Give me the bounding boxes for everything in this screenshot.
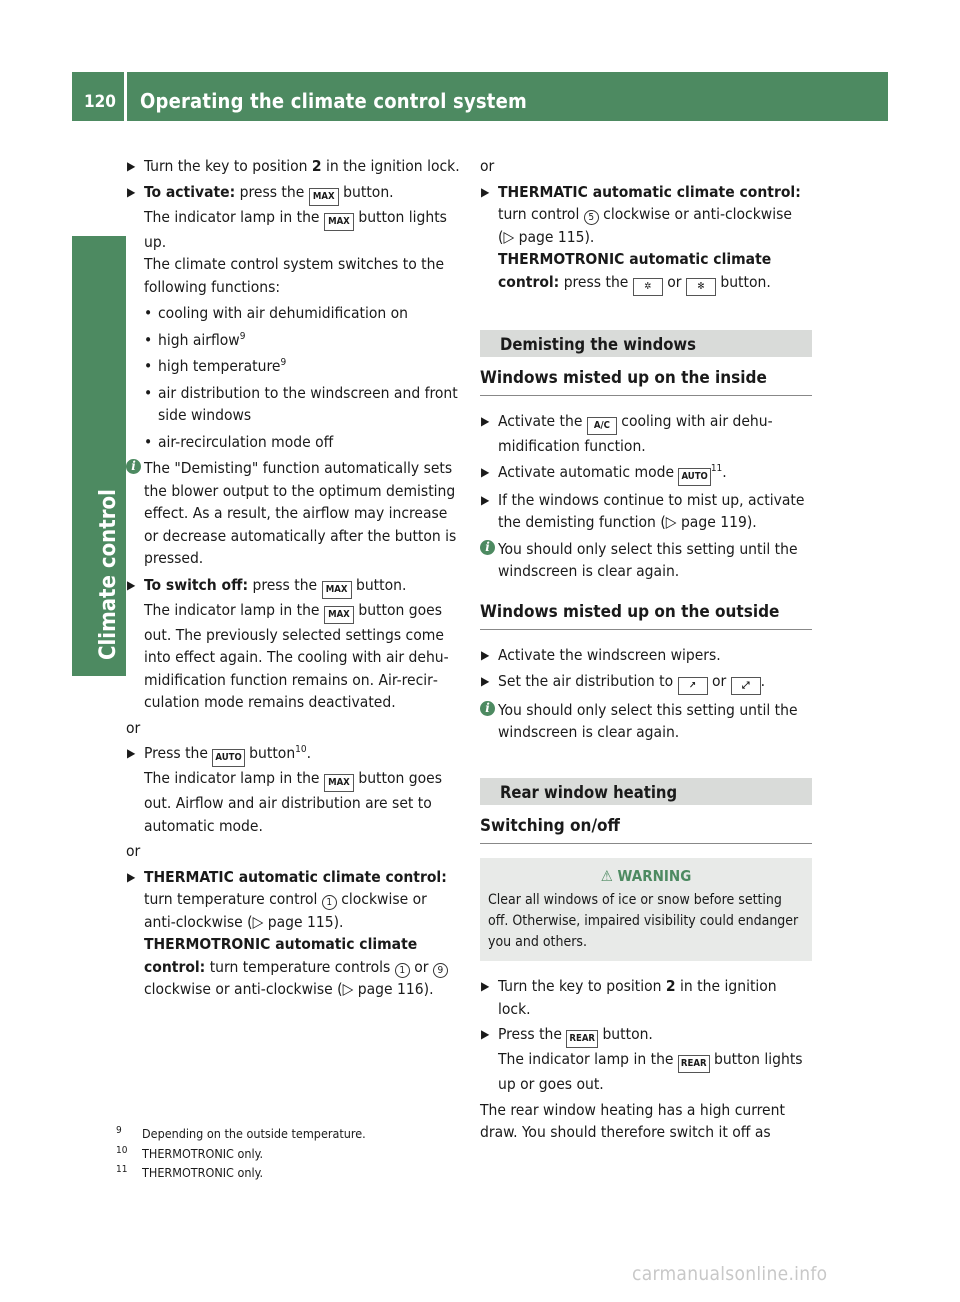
step-press-auto: ▶ Press the AUTO button$^{10}$. The indicator lamp in the MAX button goes out. Airflow and air distribution are set to automatic mode. [127,743,443,835]
step-marker-icon: ▶ [481,184,490,199]
step-marker-icon: ▶ [481,1027,490,1041]
step-thermatic: ▶ THERMATIC automatic climate control: turn temperature control 1 clockwise or anti-clockwise (▷ page 115). THERMOTRONIC automatic climate control: turn temperature controls 1 or 9 clockwise or anti-clockwise (▷ page 116). [127,867,447,998]
page-ref-icon: ▷ [503,227,515,246]
auto-key-icon: AUTO [212,749,244,767]
step-marker-icon: ▶ [127,869,136,884]
control-1-icon: 1 [395,963,410,978]
list-item: • air-recirculation mode off [144,432,334,451]
info-note: i You should only select this setting until the windscreen is clear again. [480,538,812,583]
air-distribution-icon: ⤢ [731,677,761,695]
control-1-icon: 1 [322,895,337,910]
or-text: or [126,718,141,737]
step-thermatic-right: ▶ THERMATIC automatic climate control: turn control 5 clockwise or anti-clockwise (▷ page 115). THERMOTRONIC automatic climate control: press the ✲ or ✻ button. [480,181,812,296]
section-side-tab [72,236,126,676]
step-marker-icon: ▶ [481,979,490,993]
or-text: or [126,842,141,860]
subsection-heading: Windows misted up on the inside [480,367,812,397]
list-item: • cooling with air dehumidification on [144,304,408,322]
warning-title: ⚠ WARNING [600,867,692,885]
warning-text: Clear all windows of ice or snow before setting off. Otherwise, impaired visibility could endanger you and others. [488,892,799,950]
subsection-heading: Windows misted up on the outside [480,601,812,631]
footnote: 9 Depending on the outside temperature. [116,1125,366,1141]
section-heading: Demisting the windows [480,330,812,357]
step-activate: ▶ To activate: press the MAX button. The indicator lamp in the MAX button lights up. The climate control system switches to the following functions: [127,182,447,296]
rear-window-heating-key-icon: REAR [566,1030,598,1048]
watermark: carmanualsonline.info [632,1263,828,1285]
side-tab-label: Climate control [96,489,121,660]
footnote: 10 THERMOTRONIC only. [116,1144,264,1161]
step-marker-icon: ▶ [481,673,490,688]
step-press-rear: ▶ Press the REAR button. The indicator lamp in the REAR button lights up or goes out. [481,1025,803,1093]
list-item: • high temperature$^9$ [144,356,287,375]
section-heading: Rear window heating [480,778,812,805]
max-defrost-key-icon: MAX [324,213,354,231]
control-5-icon: 5 [584,210,599,225]
max-defrost-key-icon: MAX [324,606,354,624]
page-header [72,72,888,121]
footnotes [116,1124,366,1183]
body-paragraph: The rear window heating has a high current draw. You should therefore switch it off as [480,1100,785,1141]
step-marker-icon: ▶ [481,492,490,507]
info-note: i The "Demisting" function automatically sets the blower output to the optimum demisting effect. As a result, the airflow may increase or decrease automatically after the button is pressed. [126,457,462,570]
step-activate-ac: ▶ Activate the A/C cooling with air dehumidification function. [481,412,773,455]
step-marker-icon: ▶ [127,159,136,173]
page-title: Operating the climate control system [140,89,527,113]
step-marker-icon: ▶ [481,648,490,662]
max-defrost-key-icon: MAX [322,581,352,599]
step-marker-icon: ▶ [481,414,490,428]
info-icon: i [480,540,495,555]
step-turn-key-right: ▶ Turn the key to position 2 in the ignition lock. [481,977,777,1018]
max-defrost-key-icon: MAX [324,774,354,792]
step-marker-icon: ▶ [127,184,136,199]
right-column [480,152,812,1147]
info-note: i You should only select this setting until the windscreen is clear again. [480,699,812,744]
rear-window-heating-key-icon: REAR [678,1055,710,1073]
step-air-distribution: ▶ Set the air distribution to ↗ or ⤢ . [480,670,812,695]
max-defrost-key-icon: MAX [309,188,339,206]
list-item: • air distribution to the windscreen and front side windows [144,383,458,424]
or-text: or [480,157,495,175]
fan-down-key-icon: ✻ [686,278,716,296]
step-turn-key: ▶ Turn the key to position 2 in the ignition lock. [126,155,462,178]
footnote: 11 THERMOTRONIC only. [116,1164,264,1180]
step-switch-off: ▶ To switch off: press the MAX button. The indicator lamp in the MAX button goes out. The previously selected settings come into effect again. The cooling with air dehumidification function remains on. Air-recirculation mode remains deactivated. [127,575,449,711]
page-number: 120 [84,92,116,112]
page-ref-icon: ▷ [342,980,354,998]
page-ref-icon: ▷ [252,912,264,931]
fan-up-key-icon: ✲ [633,278,663,296]
step-marker-icon: ▶ [481,464,490,479]
air-distribution-icon: ↗ [678,677,708,695]
info-icon: i [480,701,495,716]
left-column [126,152,462,1004]
page-ref-icon: ▷ [665,513,677,531]
step-demisting: ▶ If the windows continue to mist up, activate the demisting function (▷ page 119). [481,490,805,531]
subsection-heading: Switching on/off [480,815,812,845]
step-marker-icon: ▶ [127,577,136,592]
header-divider [124,72,127,121]
list-item: • high airflow$^9$ [144,330,246,349]
step-marker-icon: ▶ [127,746,136,760]
info-icon: i [126,459,141,474]
auto-key-icon: AUTO [678,468,710,486]
ac-key-icon: A/C [587,417,617,435]
warning-triangle-icon: ⚠ [600,867,613,885]
warning-box [480,858,812,961]
step-auto-mode: ▶ Activate automatic mode AUTO$^{11}$. [480,461,812,486]
step-wipers: ▶ Activate the windscreen wipers. [480,644,812,667]
control-9-icon: 9 [433,963,448,978]
